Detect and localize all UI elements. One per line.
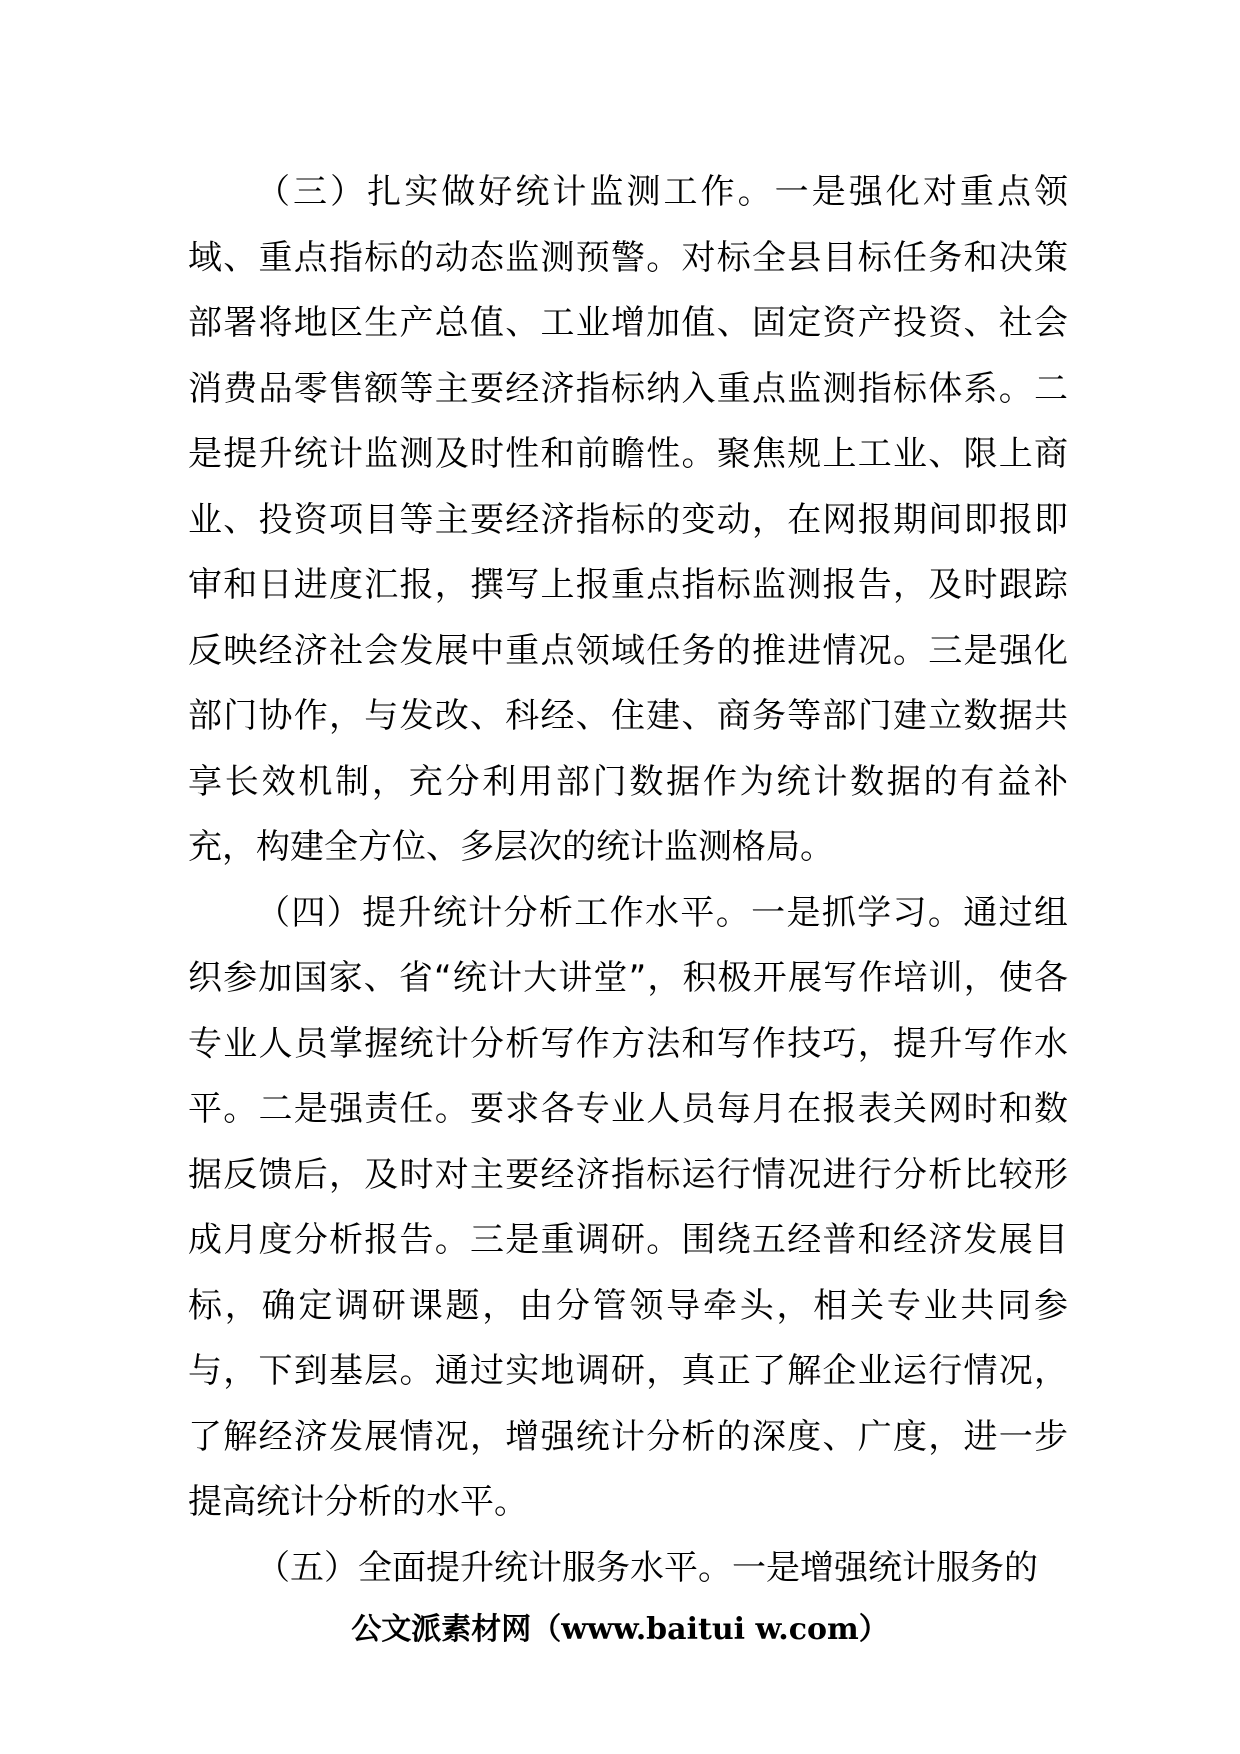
- paragraph-section-4: （四）提升统计分析工作水平。一是抓学习。通过组织参加国家、省“统计大讲堂”，积极开展写作培训，使各专业人员掌握统计分析写作方法和写作技巧，提升写作水平。二是强责任。要求各专业人员每月在报表关网时和数据反馈后，及时对主要经济指标运行情况进行分析比较形成月度分析报告。三是重调研。围绕五经普和经济发展目标，确定调研课题，由分管领导牵头，相关专业共同参与，下到基层。通过实地调研，真正了解企业运行情况，了解经济发展情况，增强统计分析的深度、广度，进一步提高统计分析的水平。: [188, 892, 1068, 1522]
- footer-source-text: 公文派素材网（www.baitui w.com）: [351, 1612, 889, 1647]
- paragraph-section-5: （五）全面提升统计服务水平。一是增强统计服务的: [256, 1547, 1038, 1588]
- paragraph-section-3: （三）扎实做好统计监测工作。一是强化对重点领域、重点指标的动态监测预警。对标全县目标任务和决策部署将地区生产总值、工业增加值、固定资产投资、社会消费品零售额等主要经济指标纳入重点监测指标体系。二是提升统计监测及时性和前瞻性。聚焦规上工业、限上商业、投资项目等主要经济指标的变动，在网报期间即报即审和日进度汇报，撰写上报重点指标监测报告，及时跟踪反映经济社会发展中重点领域任务的推进情况。三是强化部门协作，与发改、科经、住建、商务等部门建立数据共享长效机制，充分利用部门数据作为统计数据的有益补充，构建全方位、多层次的统计监测格局。: [188, 172, 1068, 867]
- document-body: [188, 160, 1068, 1601]
